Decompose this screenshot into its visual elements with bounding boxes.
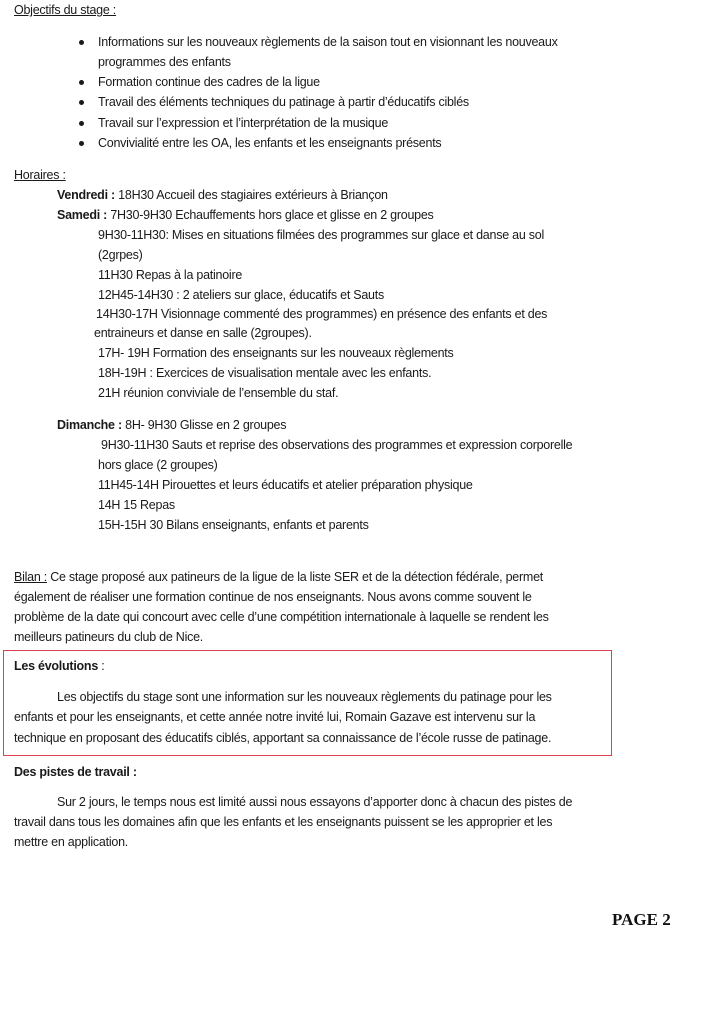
dimanche-label: Dimanche : (57, 418, 122, 432)
evolutions-colon: : (98, 659, 105, 673)
objectifs-heading: Objectifs du stage : (14, 3, 117, 17)
page-number: PAGE 2 (612, 910, 671, 929)
vendredi-label: Vendredi : (57, 188, 115, 202)
samedi-item: 11H30 Repas à la patinoire (98, 268, 243, 282)
bullet-icon (79, 141, 84, 146)
dimanche-item: 11H45-14H Pirouettes et leurs éducatifs et atelier préparation physique (98, 478, 473, 492)
pistes-line: Sur 2 jours, le temps nous est limité aussi nous essayons d’apporter donc à chacun des pistes de (57, 795, 573, 809)
dimanche-item: 9H30-11H30 Sauts et reprise des observations des programmes et expression corporelle (101, 438, 573, 452)
evolutions-line: enfants et pour les enseignants, et cette année notre invité lui, Romain Gazave est intervenu sur la (14, 710, 536, 724)
bilan-line-1 (14, 569, 543, 585)
bilan-line: meilleurs patineurs du club de Nice. (14, 630, 204, 644)
samedi-item: 18H-19H : Exercices de visualisation mentale avec les enfants. (98, 366, 432, 380)
bullet-icon (79, 121, 84, 126)
samedi-item: 12H45-14H30 : 2 ateliers sur glace, éducatifs et Sauts (98, 288, 384, 302)
dimanche-item: hors glace (2 groupes) (98, 458, 218, 472)
vendredi-line (57, 187, 388, 203)
dimanche-item: 15H-15H 30 Bilans enseignants, enfants et parents (98, 518, 369, 532)
evolutions-line: technique en proposant des éducatifs ciblés, apportant sa connaissance de l’école russe de patinage. (14, 731, 552, 745)
vendredi-text: 18H30 Accueil des stagiaires extérieurs à Briançon (114, 188, 388, 202)
samedi-item: 14H30-17H Visionnage commenté des programmes) en présence des enfants et des (96, 307, 548, 321)
objectif-item-4: Travail sur l’expression et l’interprétation de la musique (98, 116, 389, 130)
samedi-item: 9H30-11H30: Mises en situations filmées des programmes sur glace et danse au sol (98, 228, 544, 242)
objectif-item-5: Convivialité entre les OA, les enfants et les enseignants présents (98, 136, 442, 150)
samedi-line (57, 207, 434, 223)
bilan-line: problème de la date qui concourt avec celle d’une compétition internationale à laquelle se rendent les (14, 610, 549, 624)
objectif-item-3: Travail des éléments techniques du patinage à partir d’éducatifs ciblés (98, 95, 469, 109)
bullet-icon (79, 80, 84, 85)
samedi-item: 21H réunion conviviale de l’ensemble du staf. (98, 386, 339, 400)
samedi-label: Samedi : (57, 208, 108, 222)
samedi-item: entraineurs et danse en salle (2groupes). (94, 326, 312, 340)
objectif-item-1: Informations sur les nouveaux règlements de la saison tout en visionnant les nouveaux (98, 35, 558, 49)
bullet-icon (79, 40, 84, 45)
bilan-line: également de réaliser une formation continue de nos enseignants. Nous avons comme souvent le (14, 590, 532, 604)
objectif-item-2: Formation continue des cadres de la ligue (98, 75, 320, 89)
evolutions-heading: Les évolutions (14, 659, 99, 673)
bullet-icon (79, 100, 84, 105)
pistes-line: mettre en application. (14, 835, 129, 849)
evolutions-heading-line (14, 658, 104, 674)
bilan-text: Ce stage proposé aux patineurs de la ligue de la liste SER et de la détection fédérale, permet (47, 570, 544, 584)
bilan-label: Bilan : (14, 570, 47, 584)
objectif-item-1-cont: programmes des enfants (98, 55, 231, 69)
horaires-heading: Horaires : (14, 168, 66, 182)
dimanche-text: 8H- 9H30 Glisse en 2 groupes (121, 418, 287, 432)
dimanche-item: 14H 15 Repas (98, 498, 175, 512)
samedi-item: 17H- 19H Formation des enseignants sur les nouveaux règlements (98, 346, 454, 360)
evolutions-line: Les objectifs du stage sont une information sur les nouveaux règlements du patinage pour les (57, 690, 552, 704)
samedi-item: (2grpes) (98, 248, 143, 262)
pistes-heading: Des pistes de travail : (14, 765, 137, 779)
samedi-text: 7H30-9H30 Echauffements hors glace et glisse en 2 groupes (107, 208, 434, 222)
dimanche-line (57, 417, 286, 433)
pistes-line: travail dans tous les domaines afin que les enfants et les enseignants puissent se les approprier et les (14, 815, 553, 829)
